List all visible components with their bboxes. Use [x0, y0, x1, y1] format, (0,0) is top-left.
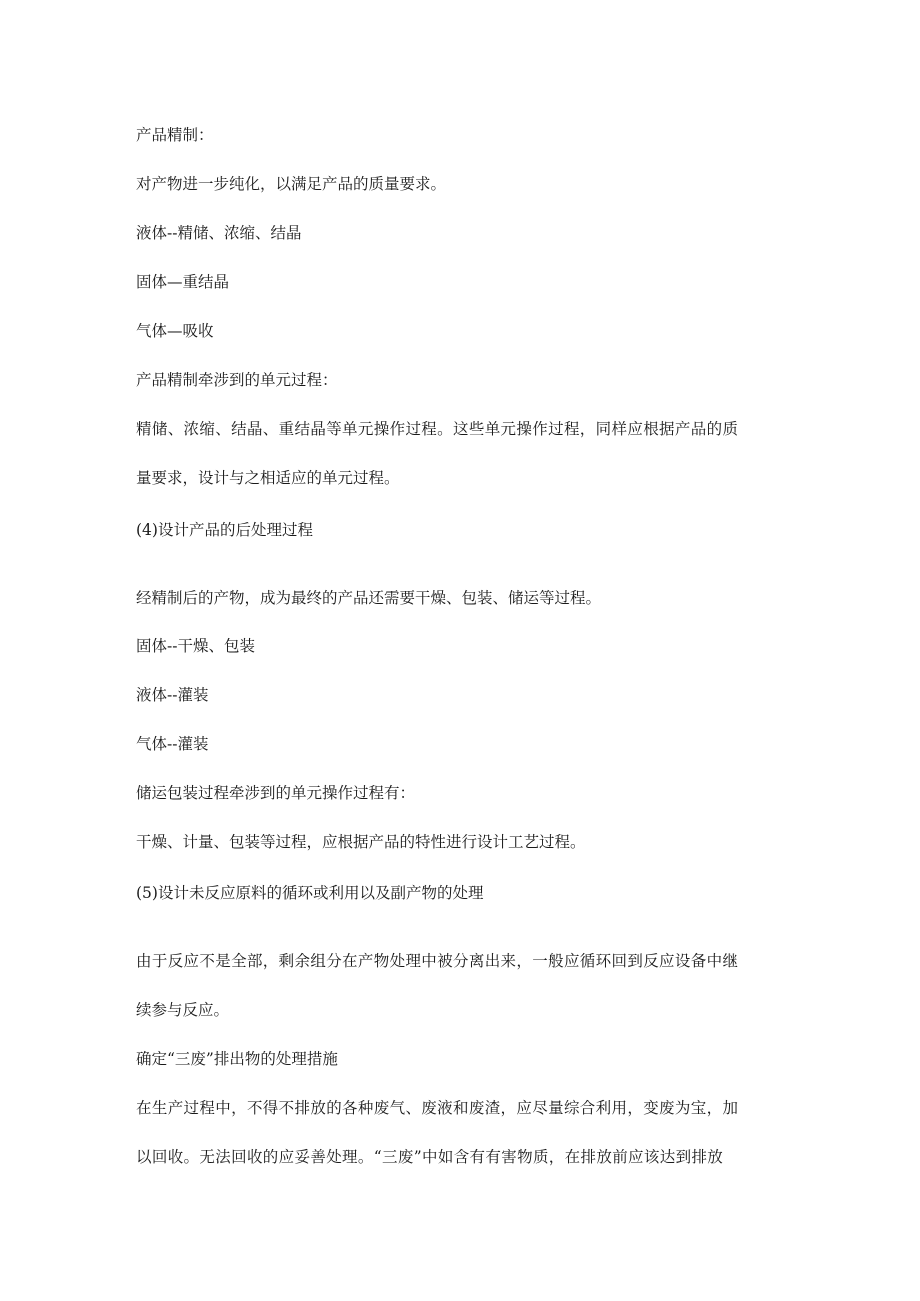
paragraph-line: 储运包装过程牵涉到的单元操作过程有：: [136, 784, 416, 802]
paragraph-line: 液体--精储、浓缩、结晶: [136, 224, 302, 242]
paragraph-line: 气体--灌装: [136, 735, 209, 753]
paragraph-line: 由于反应不是全部，剩余组分在产物处理中被分离出来，一般应循环回到反应设备中继: [136, 952, 739, 970]
paragraph-line: 干燥、计量、包装等过程，应根据产品的特性进行设计工艺过程。: [136, 833, 586, 851]
paragraph-line: 经精制后的产物，成为最终的产品还需要干燥、包装、储运等过程。: [136, 589, 602, 607]
paragraph-line: 对产物进一步纯化，以满足产品的质量要求。: [136, 175, 447, 193]
paragraph-line: 液体--灌装: [136, 686, 209, 704]
section-heading-recycling: (5)设计未反应原料的循环或利用以及副产物的处理: [136, 884, 484, 902]
paragraph-line: 固体—重结晶: [136, 273, 230, 291]
paragraph-line: 量要求，设计与之相适应的单元过程。: [136, 469, 400, 487]
paragraph-line: 精储、浓缩、结晶、重结晶等单元操作过程。这些单元操作过程，同样应根据产品的质: [136, 420, 739, 438]
paragraph-line: 在生产过程中，不得不排放的各种废气、废液和废渣，应尽量综合利用，变废为宝，加: [136, 1099, 739, 1117]
paragraph-line: 产品精制牵涉到的单元过程：: [136, 371, 338, 389]
heading-product-refining: 产品精制：: [136, 126, 214, 144]
paragraph-line: 固体--干燥、包装: [136, 637, 255, 655]
paragraph-line: 续参与反应。: [136, 1001, 230, 1019]
paragraph-line: 气体—吸收: [136, 322, 214, 340]
section-heading-post-processing: (4)设计产品的后处理过程: [136, 521, 313, 539]
heading-waste-treatment: 确定“三废”排出物的处理措施: [136, 1050, 338, 1068]
paragraph-line: 以回收。无法回收的应妥善处理。“三废”中如含有有害物质，在排放前应该达到排放: [136, 1148, 724, 1166]
